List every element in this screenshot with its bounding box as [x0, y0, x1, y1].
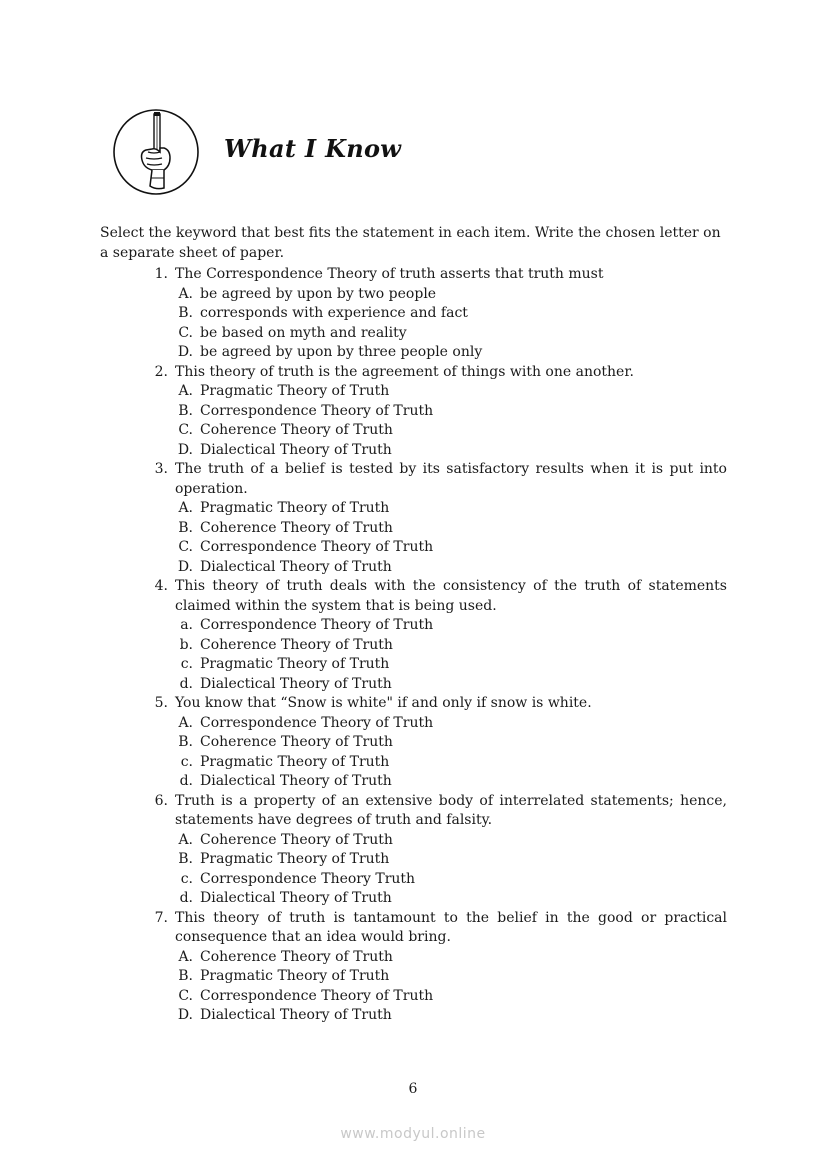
option-text: Pragmatic Theory of Truth: [200, 753, 390, 770]
option-letter: D.: [177, 441, 193, 458]
option-letter: D.: [177, 558, 193, 575]
option-letter: c.: [180, 870, 193, 887]
question-text: The Correspondence Theory of truth asserts that truth must: [175, 266, 604, 282]
question-number: 2.: [154, 363, 168, 380]
question-text: This theory of truth deals with the consistency of the truth of statements claimed within the system that is being used.: [175, 578, 727, 614]
option-item: [100, 636, 732, 656]
option-item: [100, 831, 732, 851]
option-text: Coherence Theory of Truth: [200, 519, 393, 536]
question-number: 5.: [154, 695, 168, 711]
question-list: [100, 265, 732, 1026]
option-letter: A.: [178, 831, 193, 848]
option-item: [100, 675, 732, 695]
page-number: 6: [408, 1081, 418, 1097]
question-text: The truth of a belief is tested by its satisfactory results when it is put into operation.: [175, 461, 727, 497]
question-number: 1.: [154, 266, 168, 282]
option-item: [100, 948, 732, 968]
watermark: www.modyul.online: [340, 1126, 486, 1142]
option-item: [100, 616, 732, 636]
option-item: [100, 1006, 732, 1026]
option-letter: B.: [178, 402, 193, 419]
option-letter: A.: [178, 714, 193, 731]
option-text: Pragmatic Theory of Truth: [200, 383, 390, 399]
option-item: [100, 733, 732, 753]
section-title: What I Know: [224, 134, 402, 163]
option-item: [100, 987, 732, 1007]
question-item: [100, 265, 732, 363]
question-number: 7.: [154, 909, 168, 926]
option-item: [100, 870, 732, 890]
option-text: Coherence Theory of Truth: [200, 948, 393, 965]
option-text: Dialectical Theory of Truth: [200, 773, 392, 789]
option-letter: a.: [180, 617, 193, 633]
option-letter: d.: [179, 675, 193, 692]
option-item: [100, 343, 732, 363]
option-letter: A.: [178, 500, 193, 516]
option-item: [100, 967, 732, 987]
question-number: 3.: [154, 461, 168, 477]
option-letter: c.: [180, 656, 193, 672]
option-letter: A.: [178, 285, 193, 302]
option-item: [100, 441, 732, 461]
option-text: Pragmatic Theory of Truth: [200, 500, 390, 516]
question-text: You know that “Snow is white" if and only if snow is white.: [175, 695, 592, 711]
option-item: [100, 421, 732, 441]
option-item: [100, 519, 732, 539]
option-text: Correspondence Theory of Truth: [200, 617, 434, 633]
option-letter: B.: [178, 734, 193, 750]
instructions: Select the keyword that best fits the statement in each item. Write the chosen letter on a separate sheet of paper.: [100, 225, 721, 261]
option-text: Coherence Theory of Truth: [200, 831, 393, 848]
option-letter: d.: [179, 773, 193, 789]
option-letter: C.: [178, 324, 193, 341]
option-item: [100, 714, 732, 734]
option-item: [100, 850, 732, 870]
option-text: Dialectical Theory of Truth: [200, 890, 392, 906]
option-text: Pragmatic Theory of Truth: [200, 851, 390, 867]
option-letter: A.: [178, 383, 193, 399]
option-text: Pragmatic Theory of Truth: [200, 656, 390, 672]
option-text: Coherence Theory of Truth: [200, 636, 393, 653]
option-letter: b.: [179, 636, 193, 653]
question-text: This theory of truth is the agreement of things with one another.: [175, 363, 634, 380]
option-text: corresponds with experience and fact: [200, 305, 468, 321]
option-item: [100, 655, 732, 675]
option-item: [100, 558, 732, 578]
option-text: Pragmatic Theory of Truth: [200, 968, 390, 984]
option-item: [100, 285, 732, 305]
option-item: [100, 753, 732, 773]
option-item: [100, 382, 732, 402]
question-number: 4.: [154, 578, 168, 594]
option-text: Correspondence Theory of Truth: [200, 539, 434, 555]
option-text: Correspondence Theory Truth: [200, 870, 416, 887]
option-item: [100, 772, 732, 792]
question-item: [100, 577, 732, 694]
question-item: [100, 909, 732, 1026]
option-text: Correspondence Theory of Truth: [200, 714, 434, 731]
option-text: Coherence Theory of Truth: [200, 422, 393, 438]
option-letter: C.: [178, 987, 193, 1004]
option-letter: B.: [178, 519, 193, 536]
option-item: [100, 304, 732, 324]
option-text: be based on myth and reality: [200, 324, 407, 341]
question-text: This theory of truth is tantamount to the belief in the good or practical consequence that an idea would bring.: [175, 909, 727, 945]
option-item: [100, 324, 732, 344]
option-item: [100, 889, 732, 909]
option-text: Correspondence Theory of Truth: [200, 987, 434, 1004]
question-item: [100, 460, 732, 577]
option-item: [100, 402, 732, 422]
question-item: [100, 792, 732, 909]
question-text: Truth is a property of an extensive body of interrelated statements; hence, statements have degrees of truth and falsity.: [175, 792, 727, 828]
question-item: [100, 363, 732, 461]
option-letter: C.: [178, 539, 193, 555]
question-item: [100, 694, 732, 792]
option-letter: c.: [180, 753, 193, 770]
option-letter: A.: [178, 948, 193, 965]
option-letter: D.: [177, 344, 193, 360]
option-text: be agreed by upon by two people: [200, 285, 437, 302]
option-item: [100, 499, 732, 519]
option-letter: D.: [177, 1007, 193, 1023]
option-text: be agreed by upon by three people only: [200, 344, 483, 360]
option-text: Dialectical Theory of Truth: [200, 558, 392, 575]
option-text: Coherence Theory of Truth: [200, 734, 393, 750]
option-text: Dialectical Theory of Truth: [200, 675, 392, 692]
option-letter: d.: [179, 890, 193, 906]
option-letter: B.: [178, 851, 193, 867]
option-item: [100, 538, 732, 558]
option-letter: C.: [178, 422, 193, 438]
option-text: Dialectical Theory of Truth: [200, 441, 392, 458]
question-number: 6.: [154, 792, 168, 809]
option-letter: B.: [178, 968, 193, 984]
option-letter: B.: [178, 305, 193, 321]
option-text: Dialectical Theory of Truth: [200, 1007, 392, 1023]
hand-holding-pencil-icon: [112, 108, 200, 196]
option-text: Correspondence Theory of Truth: [200, 402, 434, 419]
